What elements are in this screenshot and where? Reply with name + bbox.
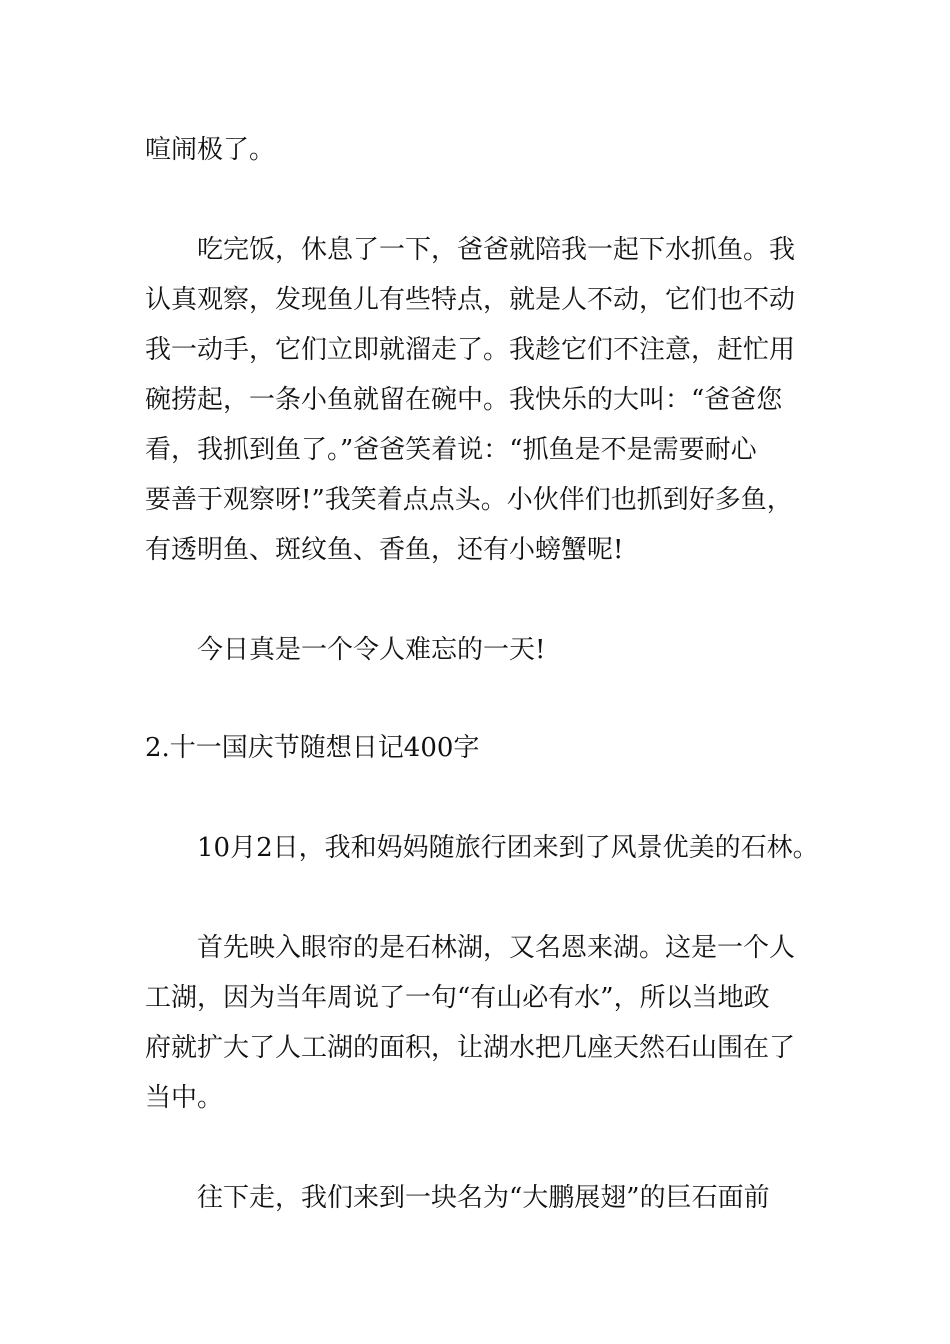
text-line: 往下走，我们来到一块名为“大鹏展翅”的巨石面前 — [197, 1183, 770, 1213]
text-line: 当中。 — [145, 1083, 224, 1113]
text-line: 我一动手，它们立即就溜走了。我趁它们不注意，赶忙用 — [145, 335, 796, 365]
text-line: 府就扩大了人工湖的面积，让湖水把几座天然石山围在了 — [145, 1033, 796, 1063]
section-heading: 2.十一国庆节随想日记400字 — [145, 733, 480, 763]
text-line: 今日真是一个令人难忘的一天! — [197, 635, 546, 665]
text-line: 要善于观察呀!”我笑着点点头。小伙伴们也抓到好多鱼， — [145, 485, 793, 515]
text-line: 10月2日，我和妈妈随旅行团来到了风景优美的石林。 — [197, 833, 819, 863]
text-line: 有透明鱼、斑纹鱼、香鱼，还有小螃蟹呢! — [145, 535, 624, 565]
text-line: 认真观察，发现鱼儿有些特点，就是人不动，它们也不动 — [145, 285, 796, 315]
text-line: 看，我抓到鱼了。”爸爸笑着说：“抓鱼是不是需要耐心 — [145, 435, 757, 465]
text-line: 吃完饭，休息了一下，爸爸就陪我一起下水抓鱼。我 — [197, 235, 796, 265]
text-line: 喧闹极了。 — [145, 135, 276, 165]
text-line: 工湖，因为当年周说了一句“有山必有水”，所以当地政 — [145, 983, 770, 1013]
text-line: 首先映入眼帘的是石林湖，又名恩来湖。这是一个人 — [197, 933, 796, 963]
text-line: 碗捞起，一条小鱼就留在碗中。我快乐的大叫：“爸爸您 — [145, 385, 783, 415]
